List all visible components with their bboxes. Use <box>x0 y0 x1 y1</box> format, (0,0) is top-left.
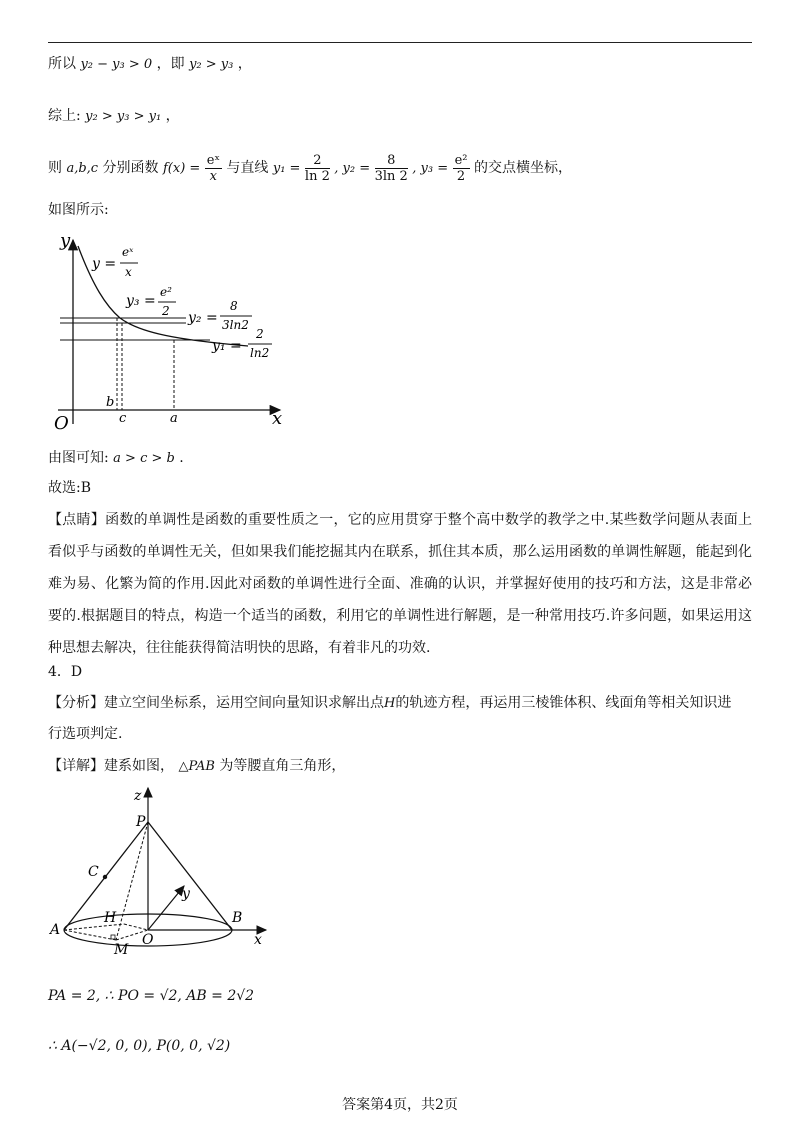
q4-xiangjie <box>48 756 345 777</box>
y3-label-num: e² <box>160 285 172 299</box>
y-axis-label: y <box>60 230 71 251</box>
math-inline: , y₂ = <box>334 161 371 176</box>
formula-1: PA = 2, ∴ PO = √2, AB = 2√2 <box>48 988 255 1004</box>
text: 分别函数 <box>102 160 159 176</box>
text: 所以 <box>48 56 76 72</box>
right-angle-mark <box>111 935 115 939</box>
text-line-6 <box>48 478 91 498</box>
y2-label-num: 8 <box>230 299 238 313</box>
q4-fenxi <box>48 688 752 749</box>
M-label: M <box>114 942 129 958</box>
curve-label-num: eˣ <box>122 245 134 259</box>
math-inline: H <box>384 696 396 711</box>
text: 则 <box>48 160 62 176</box>
denominator: ln 2 <box>304 168 330 184</box>
text: ， <box>165 108 180 124</box>
math-inline: y₂ − y₃ > 0 <box>80 57 153 72</box>
P-label: P <box>136 814 146 830</box>
function-graph <box>48 226 298 436</box>
text: 如图所示: <box>48 202 109 218</box>
answer-choice: 故选:B <box>48 480 92 496</box>
math-inline: y₂ > y₃ <box>189 57 234 72</box>
fraction <box>453 153 470 184</box>
text: 4．D <box>48 664 83 680</box>
point-c-label: c <box>119 411 127 426</box>
math-inline: a,b,c <box>66 161 99 176</box>
text: 与直线 <box>226 160 269 176</box>
page-footer: 答案第4页，共2页 <box>342 1097 458 1113</box>
fraction <box>205 153 222 184</box>
x-axis-label: x <box>272 408 283 429</box>
A-label: A <box>50 922 61 938</box>
line-AM <box>64 930 116 940</box>
fraction <box>375 153 408 184</box>
y2-label: y₂ = <box>188 310 218 326</box>
y1-label: y₁ = <box>212 338 242 354</box>
math-inline: f(x) = <box>162 161 201 176</box>
y1-label-den: ln2 <box>250 346 270 360</box>
text-line-5 <box>48 448 184 469</box>
math-inline: △PAB <box>178 759 215 774</box>
math-inline: , y₃ = <box>412 161 449 176</box>
y3-label-den: 2 <box>162 304 170 318</box>
text: 由图可知: <box>48 450 109 466</box>
formula-2: ∴ A(−√2, 0, 0), P(0, 0, √2) <box>48 1038 231 1054</box>
denominator: x <box>209 168 218 184</box>
text: 的交点横坐标， <box>473 160 572 176</box>
curve-label-den: x <box>125 265 132 279</box>
numerator: eˣ <box>206 152 220 168</box>
text: ，即 <box>156 56 185 72</box>
text-line-1 <box>48 54 252 75</box>
point-b-label: b <box>106 395 115 410</box>
text: . <box>179 450 184 466</box>
line-HO <box>124 924 148 930</box>
text: 行选项判定. <box>48 726 123 742</box>
text: 为等腰直角三角形， <box>219 758 346 774</box>
numerator: 8 <box>375 153 408 169</box>
q4-number <box>48 662 82 682</box>
z-label: z <box>134 788 142 804</box>
text: 的轨迹方程，再运用三棱锥体积、线面角等相关知识进 <box>395 695 732 711</box>
math-inline: y₂ > y₃ > y₁ <box>85 109 162 124</box>
B-label: B <box>232 910 243 926</box>
header-rule <box>48 42 752 43</box>
y3-label: y₃ = <box>126 293 156 309</box>
y1-label-num: 2 <box>256 327 264 341</box>
text: 【分析】建立空间坐标系，运用空间向量知识求解出点 <box>48 695 384 711</box>
text-line-2 <box>48 106 180 127</box>
line-PM <box>116 822 148 940</box>
text: 【详解】建系如图， <box>48 758 174 774</box>
denominator: 3ln 2 <box>374 168 408 184</box>
curve-label: y = <box>92 256 117 272</box>
cone-diagram <box>48 784 288 964</box>
numerator: e² <box>454 152 468 168</box>
y-label: y <box>182 886 190 902</box>
dianjing-paragraph: 【点睛】函数的单调性是函数的重要性质之一，它的应用贯穿于整个高中数学的教学之中.某些数学问题从表面上看似乎与函数的单调性无关，但如果我们能挖掘其内在联系，抓住其本质，那么运用函数的单调性解题，能起到化难为易、化繁为简的作用.因此对函数的单调性进行全面、准确的认识，并掌握好使用的技巧和方法，这是非常必要的.根据题目的特点，构造一个适当的函数，利用它的单调性进行解题，是一种常用技巧.许多问题，如果运用这种思想去解决，往往能获得简洁明快的思路，有着非凡的功效. <box>48 512 752 656</box>
numerator: 2 <box>305 153 330 169</box>
text: 综上: <box>48 108 81 124</box>
O-label: O <box>142 932 154 948</box>
x-label: x <box>254 932 262 948</box>
y-axis <box>148 886 184 930</box>
math-inline: y₁ = <box>272 161 301 176</box>
fraction <box>305 153 330 184</box>
text-line-3 <box>48 150 572 187</box>
text-line-4 <box>48 200 109 220</box>
y2-label-den: 3ln2 <box>222 318 249 332</box>
point-C <box>103 875 107 879</box>
math-inline: a > c > b <box>113 451 175 466</box>
origin-label: O <box>54 413 69 434</box>
denominator: 2 <box>456 168 466 184</box>
text: ， <box>237 56 252 72</box>
C-label: C <box>88 864 99 880</box>
H-label: H <box>104 910 117 926</box>
point-a-label: a <box>170 411 178 426</box>
